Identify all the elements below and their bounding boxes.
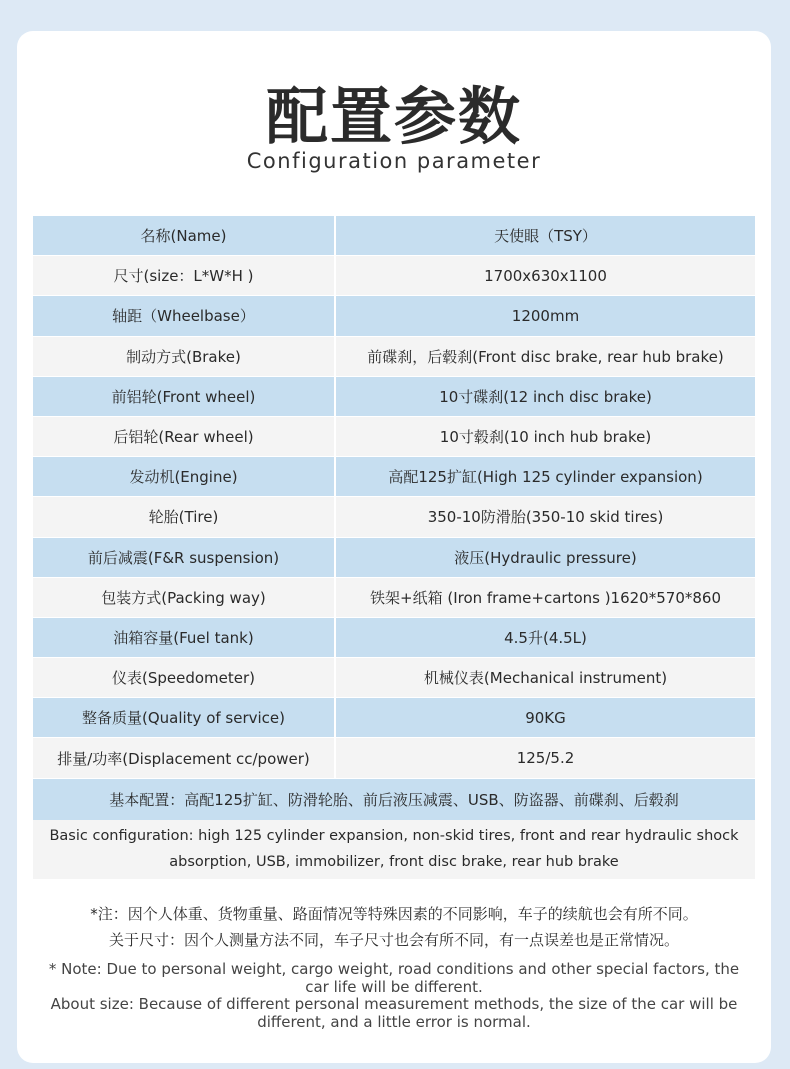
spec-row [33, 457, 755, 497]
spec-value: 10寸毂刹(10 inch hub brake) [439, 428, 652, 447]
spec-table [33, 216, 755, 879]
notes-zh [17, 901, 771, 953]
spec-value: 高配125扩缸(High 125 cylinder expansion) [388, 468, 703, 487]
spec-label: 制动方式(Brake) [33, 337, 336, 376]
note-size-en: About size: Because of different personal measurement methods, the size of the car will be different, and a little error is normal. [50, 995, 738, 1031]
spec-label: 发动机(Engine) [33, 457, 336, 496]
spec-value: 125/5.2 [516, 749, 575, 768]
basic-config-en: Basic configuration: high 125 cylinder expansion, non-skid tires, front and rear hydraulic shock absorption, USB, immobilizer, front disc brake, rear hub brake [33, 820, 755, 879]
spec-label: 包装方式(Packing way) [33, 578, 336, 617]
spec-row [33, 337, 755, 377]
spec-value: 1200mm [511, 306, 580, 325]
spec-label: 尺寸(size：L*W*H ) [33, 256, 336, 295]
spec-row [33, 538, 755, 578]
spec-value: 前碟刹，后毂刹(Front disc brake, rear hub brake) [367, 347, 724, 366]
spec-row [33, 698, 755, 738]
note-weight-zh: *注：因个人体重、货物重量、路面情况等特殊因素的不同影响，车子的续航也会有所不同。 [90, 905, 698, 923]
spec-label: 前后减震(F&R suspension) [33, 538, 336, 577]
spec-row [33, 296, 755, 336]
spec-label: 整备质量(Quality of service) [33, 698, 336, 737]
spec-row [33, 377, 755, 417]
note-weight-en: * Note: Due to personal weight, cargo weight, road conditions and other special factors, the car life will be different. [48, 960, 740, 996]
note-size-zh: 关于尺寸：因个人测量方法不同，车子尺寸也会有所不同，有一点误差也是正常情况。 [108, 931, 679, 949]
spec-row [33, 618, 755, 658]
spec-value: 机械仪表(Mechanical instrument) [423, 669, 668, 688]
spec-value: 4.5升(4.5L) [504, 628, 587, 647]
spec-row [33, 578, 755, 618]
page-title: 配置参数 [265, 80, 522, 153]
spec-label: 轴距（Wheelbase） [33, 296, 336, 335]
notes-en [17, 961, 771, 1031]
spec-value: 10寸碟刹(12 inch disc brake) [439, 387, 652, 406]
spec-value: 350-10防滑胎(350-10 skid tires) [427, 508, 664, 527]
basic-config-zh: 基本配置：高配125扩缸、防滑轮胎、前后液压减震、USB、防盗器、前碟刹、后毂刹 [33, 779, 755, 820]
spec-label: 前铝轮(Front wheel) [33, 377, 336, 416]
spec-row [33, 738, 755, 778]
spec-value: 90KG [525, 708, 566, 727]
spec-value: 铁架+纸箱 (Iron frame+cartons )1620*570*860 [370, 588, 721, 607]
spec-label: 油箱容量(Fuel tank) [33, 618, 336, 657]
spec-value: 天使眼（TSY） [494, 227, 597, 246]
spec-label: 轮胎(Tire) [33, 497, 336, 536]
page-subtitle: Configuration parameter [246, 149, 542, 173]
spec-row [33, 658, 755, 698]
spec-row [33, 497, 755, 537]
spec-label: 名称(Name) [33, 216, 336, 255]
spec-label: 后铝轮(Rear wheel) [33, 417, 336, 456]
spec-label: 排量/功率(Displacement cc/power) [33, 738, 336, 777]
spec-label: 仪表(Speedometer) [33, 658, 336, 697]
spec-value: 液压(Hydraulic pressure) [454, 548, 637, 567]
spec-row [33, 216, 755, 256]
spec-card [17, 31, 771, 1063]
spec-row [33, 417, 755, 457]
spec-value: 1700x630x1100 [484, 266, 607, 285]
spec-row [33, 256, 755, 296]
